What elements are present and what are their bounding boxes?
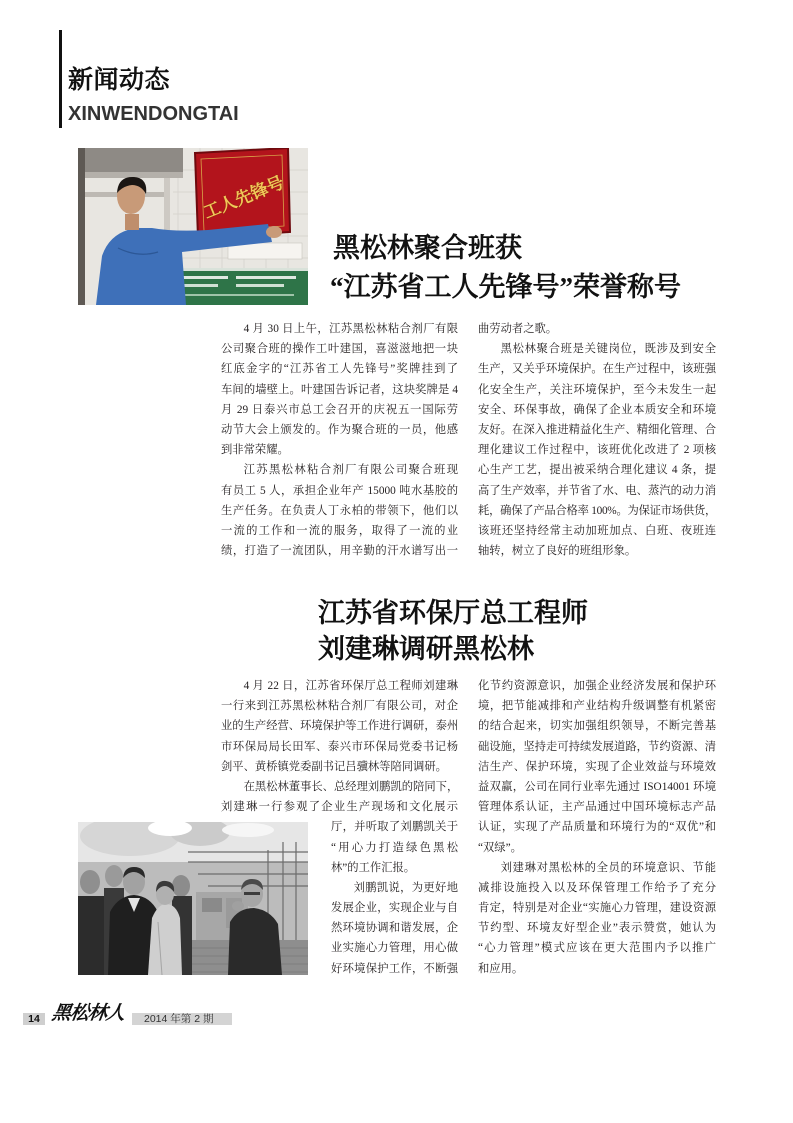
- body-text-line: 础设施，坚持走可持续发展道路，节约资源、清: [478, 740, 716, 753]
- body-text-line: 刘鹏凯说，为更好地: [353, 881, 458, 894]
- body-text-line: 认证，实现了产品质量和环境行为的“双优”和: [478, 821, 716, 834]
- article2-title-line2: 刘建琳调研黑松林: [318, 634, 534, 664]
- body-text-line: 境，把节能减排和产业结构升级调整有机紧密: [478, 700, 716, 713]
- body-text-line: 该班还坚持经常主动加班加点、白班、夜班连: [478, 524, 716, 537]
- body-text-line: 生产任务。在负责人丁永柏的带领下，他们以: [221, 504, 458, 517]
- body-text-line: 厅，并听取了刘鹏凯关于: [331, 821, 458, 834]
- article2-right-column: [478, 676, 716, 979]
- article2-photo: [78, 822, 308, 975]
- body-text-line: 公司聚合班的操作工叶建国，喜滋滋地把一块: [221, 343, 458, 356]
- body-text-line: 化安全生产，关注环境保护，至今未发生一起: [478, 383, 716, 396]
- body-text-line: 月 29 日泰兴市总工会召开的庆祝五一国际劳: [221, 403, 458, 416]
- body-text-line: “心力管理”模式应该在更大范围内予以推广: [478, 942, 716, 955]
- body-text-line: 友好。在深入推进精益化生产、精细化管理、合: [478, 423, 716, 436]
- body-text-line: 在黑松林董事长、总经理刘鹏凯的陪同下，: [243, 780, 459, 793]
- issue-label: 2014 年第 2 期: [144, 1013, 214, 1025]
- body-text-line: 黑松林聚合班是关键岗位，既涉及到安全: [500, 343, 716, 356]
- page-number: 14: [23, 1013, 45, 1025]
- article1-title-line2: “江苏省工人先锋号”荣誉称号: [330, 272, 681, 302]
- body-text-line: 肯定，特别是对企业“实施心力管理，建设资源: [478, 902, 716, 915]
- body-text-line: 业的生产经营、环境保护等工作进行调研，泰州: [221, 720, 459, 733]
- body-text-line: 曲劳动者之歌。: [478, 323, 558, 335]
- body-text-line: 化节约资源意识，加强企业经济发展和保护环: [478, 680, 716, 692]
- body-text-line: 心生产工艺，提出被采纳合理化建议 4 条，提: [478, 464, 716, 477]
- body-text-line: 剑平、黄桥镇党委副书记吕骥林等陪同调研。: [221, 760, 447, 773]
- body-text-line: 江苏黑松林粘合剂厂有限公司聚合班现: [243, 464, 458, 477]
- body-text-line: 市环保局局长田军、泰兴市环保局党委书记杨: [221, 740, 458, 753]
- body-text-line: “用心力打造绿色黑松: [331, 841, 458, 854]
- section-divider-bar: [59, 30, 62, 128]
- body-text-line: 理化建议工作过程中，该班优化改进了 2 项核: [478, 444, 716, 457]
- body-text-line: 绩，打造了一流团队，用辛勤的汗水谱写出一: [221, 545, 458, 558]
- body-text-line: 林”的工作汇报。: [331, 861, 416, 874]
- article2-title-line1: 江苏省环保厅总工程师: [318, 598, 588, 628]
- article1-left-column: [221, 319, 458, 561]
- article1-title-line1: 黑松林聚合班获: [333, 233, 522, 263]
- body-text-line: 的结合起来，切实加强组织领导，不断完善基: [478, 720, 716, 733]
- body-text-line: 车间的墙壁上。叶建国告诉记者，这块奖牌是 4: [221, 383, 458, 396]
- body-text-line: 洁生产、保护环境，实现了企业效益与环境效: [478, 760, 716, 773]
- section-title-pinyin: XINWENDONGTAI: [68, 103, 239, 125]
- body-text-line: 刘建琳一行参观了企业生产现场和文化展示: [221, 801, 458, 814]
- body-text-line: 好环境保护工作，不断强: [331, 962, 458, 975]
- issue-bar: [132, 1013, 232, 1025]
- worker-hanging-plaque-image: [78, 148, 308, 305]
- body-text-line: 轴转，树立了良好的班组形象。: [478, 545, 637, 558]
- body-text-line: 和应用。: [478, 962, 524, 975]
- body-text-line: 一流的工作和一流的服务，取得了一流的业: [221, 524, 458, 537]
- inspection-visit-image: [78, 822, 308, 975]
- article1-right-column: [478, 319, 716, 561]
- body-text-line: 动节大会上颁发的。作为聚合班的一员，他感: [221, 423, 458, 436]
- body-text-line: 耗，确保了产品合格率 100%。为保证市场供货，: [478, 504, 716, 517]
- body-text-line: 一行来到江苏黑松林粘合剂厂有限公司，对企: [221, 700, 458, 713]
- body-text-line: 刘建琳对黑松林的全员的环境意识、节能: [500, 861, 716, 874]
- body-text-line: 业实施心力管理，用心做: [331, 942, 458, 955]
- body-text-line: 益双赢，公司在同行业率先通过 ISO14001 环境: [478, 780, 716, 793]
- body-text-line: 红底金字的“江苏省工人先锋号”奖牌挂到了: [221, 363, 458, 376]
- body-text-line: 有员工 5 人，承担企业年产 15000 吨水基胶的: [221, 484, 458, 497]
- body-text-line: 管理体系认证，主产品通过中国环境标志产品: [478, 801, 716, 814]
- magazine-logo: 黑松林人: [50, 1003, 126, 1024]
- body-text-line: 4 月 22 日，江苏省环保厅总工程师刘建琳: [243, 680, 458, 692]
- body-text-line: 4 月 30 日上午，江苏黑松林粘合剂厂有限: [243, 323, 458, 335]
- body-text-line: 节约型、环境友好型企业”表示赞赏，她认为: [478, 922, 716, 935]
- article1-photo: [78, 148, 308, 305]
- body-text-line: 高了生产效率，并节省了水、电、蒸汽的动力消: [478, 484, 716, 497]
- body-text-line: 减排设施投入以及环保管理工作给予了充分: [478, 881, 716, 894]
- body-text-line: 发展企业，实现企业与自: [331, 902, 458, 915]
- body-text-line: 然环境协调和谐发展，企: [331, 922, 458, 935]
- body-text-line: 生产，又关乎环境保护。在生产过程中，该班强: [478, 363, 716, 376]
- body-text-line: 到非常荣耀。: [221, 444, 289, 457]
- plaque-inscription: 工人先锋号: [200, 172, 287, 223]
- body-text-line: “双绿”。: [478, 841, 522, 854]
- body-text-line: 安全、环保事故，确保了企业本质安全和环境: [478, 403, 716, 416]
- section-title: 新闻动态: [68, 66, 171, 94]
